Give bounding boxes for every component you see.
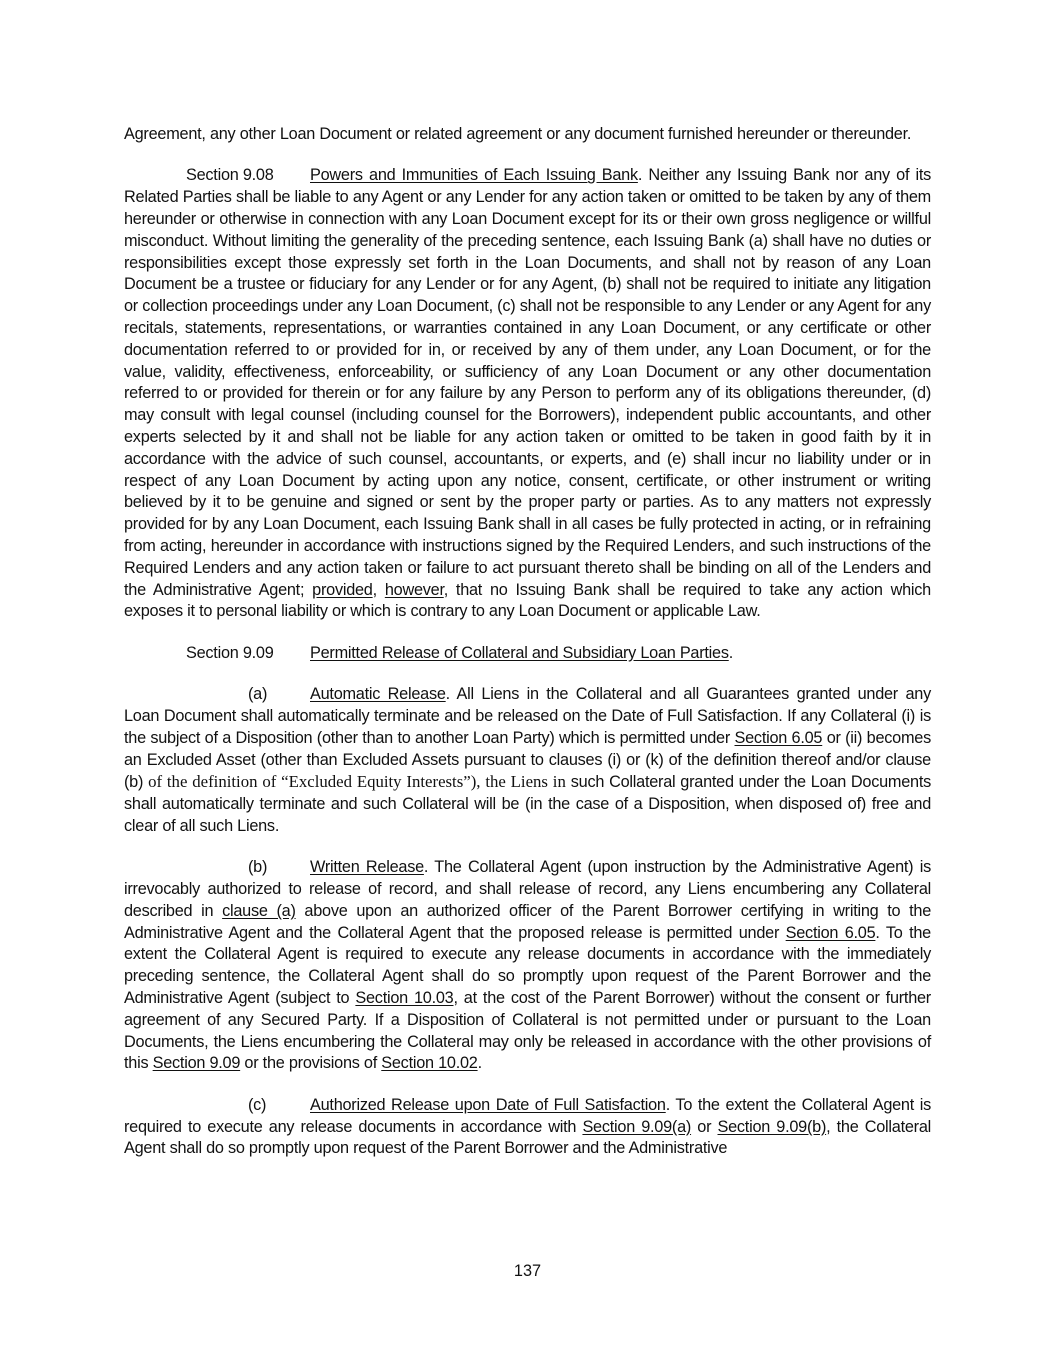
section-9-08-paragraph [124, 165, 931, 623]
however-term: however [384, 580, 444, 599]
clause-b-ref-section-9-09: Section 9.09 [152, 1054, 241, 1073]
clause-b-ref-section-6-05: Section 6.05 [785, 923, 876, 942]
clause-b-heading: Written Release [310, 858, 424, 877]
section-9-08-number: Section 9.08 [186, 166, 274, 185]
clause-b-body-3: . To the extent the Collateral Agent is required to execute any release documents in accordance with the immediately preceding sentence, the Collateral Agent shall do so promptly upon request of the Parent Borrower and the Administrative Agent (subject to [124, 923, 931, 1008]
clause-a-heading: Automatic Release [310, 685, 446, 704]
section-9-09-number: Section 9.09 [186, 643, 274, 662]
clause-b-paragraph [124, 857, 931, 1075]
clause-b-body-1: . The Collateral Agent (upon instruction by the Administrative Agent) is irrevocably authorized to release of record, and shall release of record, any Liens encumbering any Collateral described in [124, 858, 931, 920]
clause-b-ref-section-10-02: Section 10.02 [381, 1054, 478, 1073]
document-body [124, 124, 931, 1180]
continuation-text: Agreement, any other Loan Document or related agreement or any document furnished hereunder or thereunder. [124, 125, 912, 143]
clause-c-paragraph [124, 1095, 931, 1160]
clause-a-paragraph [124, 684, 931, 838]
section-9-08-body-2: , that no Issuing Bank shall be required to take any action which exposes it to personal liability or which is contrary to any Loan Document or applicable Law. [124, 580, 931, 621]
clause-c-heading: Authorized Release upon Date of Full Satisfaction [310, 1095, 666, 1114]
clause-a-label: (a) [248, 685, 268, 704]
continuation-paragraph [124, 124, 931, 146]
clause-c-body-2: or [691, 1117, 718, 1136]
clause-c-ref-section-9-09-b: Section 9.09(b) [717, 1117, 827, 1136]
clause-c-body-1: . To the extent the Collateral Agent is required to execute any release documents in accordance with [124, 1095, 931, 1136]
clause-b-label: (b) [248, 858, 268, 877]
clause-a-body-serif: of the definition of “Excluded Equity Interests”), the Liens in [148, 772, 566, 792]
section-9-09-heading-paragraph [124, 643, 931, 665]
section-9-08-comma: , [372, 580, 385, 599]
section-9-09-period: . [728, 643, 734, 662]
clause-b-body-2: above upon an authorized officer of the Parent Borrower certifying in writing to the Administrative Agent and the Collateral Agent that the proposed release is permitted under [124, 901, 931, 942]
clause-b-body-4: , at the cost of the Parent Borrower) without the consent or further agreement of any Secured Party. If a Disposition of Collateral is not permitted under or pursuant to the Loan Documents, the Liens encumbering the Collateral may only be released in accordance with the other provisions of this [124, 989, 931, 1073]
clause-a-body-3: such Collateral granted under the Loan Documents shall automatically terminate and such Collateral will be (in the case of a Disposition, when disposed of) free and clear of all such Liens. [124, 773, 932, 835]
clause-a-body-1: . All Liens in the Collateral and all Guarantees granted under any Loan Document shall automatically terminate and be released on the Date of Full Satisfaction. If any Collateral (i) is the subject of a Disposition (other than to another Loan Party) which is permitted under [124, 685, 931, 747]
clause-c-label: (c) [248, 1095, 267, 1114]
clause-b-ref-section-10-03: Section 10.03 [355, 989, 454, 1008]
clause-c-ref-section-9-09-a: Section 9.09(a) [582, 1117, 692, 1136]
clause-a-ref-section-6-05: Section 6.05 [734, 728, 823, 747]
clause-a-body-2: or (ii) becomes an Excluded Asset (other than Excluded Assets pursuant to clauses (i) or (k) of the definition thereof and/or clause (b) [124, 728, 931, 792]
section-9-08-body-1: . Neither any Issuing Bank nor any of its Related Parties shall be liable to any Agent or any Lender for any action taken or omitted to be taken by any of them hereunder or otherwise in connection with any Loan Document except for its or their own gross negligence or willful misconduct. Without limiting the generality of the preceding sentence, each Issuing Bank (a) shall have no duties or responsibilities except those expressly set forth in the Loan Documents, and shall not by reason of any Loan Document be a trustee or fiduciary for any Lender or for any Agent, (b) shall not be required to initiate any litigation or collection proceedings under any Loan Document, (c) shall not be responsible to any Lender or any Agent for any recitals, statements, representations, or warranties contained in any Loan Document, or any certificate or other documentation referred to or provided for in, or received by any of them under, any Loan Document, or for the value, validity, effectiveness, enforceability, or sufficiency of any Loan Document or any other documentation referred to or provided for therein or for any failure by any Person to perform any of its obligations thereunder, (d) may consult with legal counsel (including counsel for the Borrowers), independent public accountants, and other experts selected by it and shall not be liable for any action taken or omitted to be taken in good faith by it in accordance with the advice of such counsel, accountants, or experts, and (e) shall incur no liability under or in respect of any Loan Document by acting upon any notice, consent, certificate, or other instrument or writing believed by it to be genuine and signed or sent by the proper party or parties. As to any matters not expressly provided for by any Loan Document, each Issuing Bank shall in all cases be fully protected in acting, or in refraining from acting, hereunder in accordance with instructions signed by the Required Lenders, and such instructions of the Required Lenders and any action taken or failure to act pursuant thereto shall be binding on all of the Lenders and the Administrative Agent; [124, 166, 931, 599]
clause-c-body-3: , the Collateral Agent shall do so promptly upon request of the Parent Borrower and the Administrative [124, 1117, 932, 1158]
clause-b-body-5: or the provisions of [240, 1054, 382, 1073]
clause-b-body-6: . [477, 1054, 482, 1073]
provided-term: provided [312, 580, 373, 599]
page-number: 137 [513, 1262, 542, 1280]
section-9-08-heading: Powers and Immunities of Each Issuing Bank [310, 166, 638, 185]
clause-b-ref-clause-a: clause (a) [222, 901, 296, 920]
section-9-09-heading: Permitted Release of Collateral and Subsidiary Loan Parties [310, 643, 729, 662]
